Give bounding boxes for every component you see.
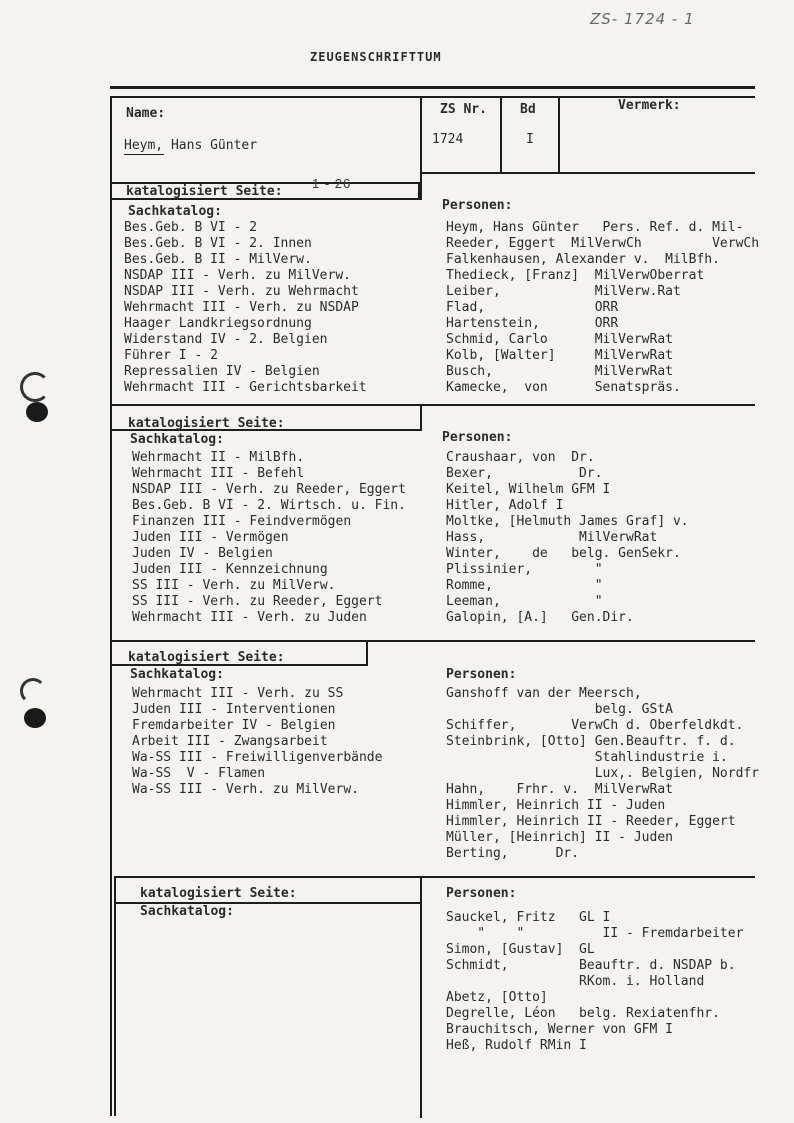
list-item: NSDAP III - Verh. zu MilVerw.	[124, 268, 351, 283]
list-item: " " II - Fremdarbeiter	[446, 926, 744, 941]
list-item: Müller, [Heinrich] II - Juden	[446, 830, 673, 845]
list-item: Widerstand IV - 2. Belgien	[124, 332, 328, 347]
punch-hole-ring	[20, 678, 46, 704]
list-item: Thedieck, [Franz] MilVerwOberrat	[446, 268, 705, 283]
sachkatalog-label: Sachkatalog:	[130, 667, 224, 682]
list-item: Juden III - Interventionen	[132, 702, 336, 717]
list-item: belg. GStA	[446, 702, 673, 717]
katalogisiert-label: katalogisiert Seite:	[128, 650, 285, 665]
list-item: Finanzen III - Feindvermögen	[132, 514, 352, 529]
list-item: Kolb, [Walter] MilVerwRat	[446, 348, 673, 363]
sachkatalog-label: Sachkatalog:	[140, 904, 234, 919]
list-item: Hahn, Frhr. v. MilVerwRat	[446, 782, 673, 797]
zs-value: 1724	[432, 132, 464, 147]
katalogisiert-pages: 1 - 26	[312, 176, 352, 191]
list-item: Sauckel, Fritz GL I	[446, 910, 611, 925]
list-item: Brauchitsch, Werner von GFM I	[446, 1022, 673, 1037]
rule	[112, 404, 755, 406]
katalogisiert-label: katalogisiert Seite:	[140, 886, 297, 901]
list-item: Lux,. Belgien, Nordfr	[446, 766, 760, 781]
list-item: Leeman, "	[446, 594, 603, 609]
list-item: SS III - Verh. zu MilVerw.	[132, 578, 336, 593]
sachkatalog-label: Sachkatalog:	[128, 204, 222, 219]
list-item: Flad, ORR	[446, 300, 619, 315]
list-item: Stahlindustrie i.	[446, 750, 728, 765]
name-underline	[124, 154, 164, 155]
list-item: Hass, MilVerwRat	[446, 530, 658, 545]
list-item: NSDAP III - Verh. zu Reeder, Eggert	[132, 482, 406, 497]
list-item: Himmler, Heinrich II - Reeder, Eggert	[446, 814, 736, 829]
rule	[110, 86, 755, 89]
punch-hole-ring	[20, 372, 50, 402]
list-item: Bexer, Dr.	[446, 466, 603, 481]
archive-reference: ZS- 1724 - 1	[590, 10, 695, 28]
list-item: Moltke, [Helmuth James Graf] v.	[446, 514, 689, 529]
rule	[114, 876, 116, 1116]
list-item: Haager Landkriegsordnung	[124, 316, 312, 331]
bd-value: I	[526, 132, 534, 147]
name-value: Heym, Hans Günter	[124, 138, 258, 153]
list-item: Wehrmacht III - Verh. zu Juden	[132, 610, 367, 625]
list-item: Hartenstein, ORR	[446, 316, 619, 331]
list-item: Craushaar, von Dr.	[446, 450, 595, 465]
rule	[420, 96, 422, 200]
list-item: Falkenhausen, Alexander v. MilBfh.	[446, 252, 720, 267]
list-item: Heym, Hans Günter Pers. Ref. d. Mil-	[446, 220, 744, 235]
vermerk-label: Vermerk:	[618, 98, 681, 113]
list-item: Busch, MilVerwRat	[446, 364, 673, 379]
rule	[112, 640, 755, 642]
list-item: Galopin, [A.] Gen.Dir.	[446, 610, 634, 625]
document-title: ZEUGENSCHRIFTTUM	[310, 50, 442, 64]
list-item: Berting, Dr.	[446, 846, 580, 861]
rule	[366, 640, 368, 666]
rule	[114, 876, 755, 878]
personen-label: Personen:	[446, 886, 517, 901]
katalogisiert-label: katalogisiert Seite:	[126, 184, 283, 199]
list-item: Juden III - Kennzeichnung	[132, 562, 328, 577]
list-item: Wa-SS V - Flamen	[132, 766, 266, 781]
personen-label: Personen:	[446, 667, 517, 682]
rule	[420, 404, 422, 431]
list-item: Plissinier, "	[446, 562, 603, 577]
list-item: Keitel, Wilhelm GFM I	[446, 482, 611, 497]
list-item: Schmidt, Beauftr. d. NSDAP b.	[446, 958, 736, 973]
list-item: Simon, [Gustav] GL	[446, 942, 595, 957]
bd-label: Bd	[520, 102, 536, 117]
list-item: Juden III - Vermögen	[132, 530, 289, 545]
list-item: Kamecke, von Senatspräs.	[446, 380, 681, 395]
list-item: Wehrmacht III - Verh. zu NSDAP	[124, 300, 359, 315]
list-item: Führer I - 2	[124, 348, 218, 363]
list-item: Bes.Geb. B II - MilVerw.	[124, 252, 312, 267]
list-item: Schmid, Carlo MilVerwRat	[446, 332, 673, 347]
list-item: Bes.Geb. B VI - 2. Wirtsch. u. Fin.	[132, 498, 406, 513]
name-label: Name:	[126, 106, 166, 121]
list-item: Wehrmacht III - Verh. zu SS	[132, 686, 344, 701]
list-item: Wa-SS III - Freiwilligenverbände	[132, 750, 383, 765]
zs-label: ZS Nr.	[440, 102, 487, 117]
list-item: Hitler, Adolf I	[446, 498, 564, 513]
punch-hole	[26, 402, 48, 422]
rule	[500, 96, 502, 172]
list-item: Reeder, Eggert MilVerwCh VerwCh	[446, 236, 760, 251]
list-item: Steinbrink, [Otto] Gen.Beauftr. f. d.	[446, 734, 736, 749]
list-item: Wehrmacht III - Gerichtsbarkeit	[124, 380, 367, 395]
list-item: Himmler, Heinrich II - Juden	[446, 798, 666, 813]
list-item: SS III - Verh. zu Reeder, Eggert	[132, 594, 383, 609]
list-item: Wehrmacht II - MilBfh.	[132, 450, 305, 465]
sachkatalog-label: Sachkatalog:	[130, 432, 224, 447]
list-item: Winter, de belg. GenSekr.	[446, 546, 681, 561]
list-item: Leiber, MilVerw.Rat	[446, 284, 681, 299]
list-item: Ganshoff van der Meersch,	[446, 686, 642, 701]
list-item: Degrelle, Léon belg. Rexiatenfhr.	[446, 1006, 720, 1021]
list-item: RKom. i. Holland	[446, 974, 705, 989]
rule	[420, 876, 422, 1118]
rule	[558, 96, 560, 172]
list-item: Fremdarbeiter IV - Belgien	[132, 718, 336, 733]
rule	[420, 172, 755, 174]
rule	[110, 96, 112, 1116]
list-item: Arbeit III - Zwangsarbeit	[132, 734, 328, 749]
rule	[418, 182, 420, 200]
list-item: Bes.Geb. B VI - 2	[124, 220, 258, 235]
list-item: Heß, Rudolf RMin I	[446, 1038, 587, 1053]
list-item: Abetz, [Otto]	[446, 990, 548, 1005]
personen-label: Personen:	[442, 198, 513, 213]
list-item: Bes.Geb. B VI - 2. Innen	[124, 236, 312, 251]
list-item: Juden IV - Belgien	[132, 546, 273, 561]
list-item: Repressalien IV - Belgien	[124, 364, 320, 379]
katalogisiert-label: katalogisiert Seite:	[128, 416, 285, 431]
list-item: Wa-SS III - Verh. zu MilVerw.	[132, 782, 359, 797]
personen-label: Personen:	[442, 430, 513, 445]
punch-hole	[24, 708, 46, 728]
list-item: Wehrmacht III - Befehl	[132, 466, 305, 481]
list-item: NSDAP III - Verh. zu Wehrmacht	[124, 284, 359, 299]
list-item: Romme, "	[446, 578, 603, 593]
list-item: Schiffer, VerwCh d. Oberfeldkdt.	[446, 718, 744, 733]
